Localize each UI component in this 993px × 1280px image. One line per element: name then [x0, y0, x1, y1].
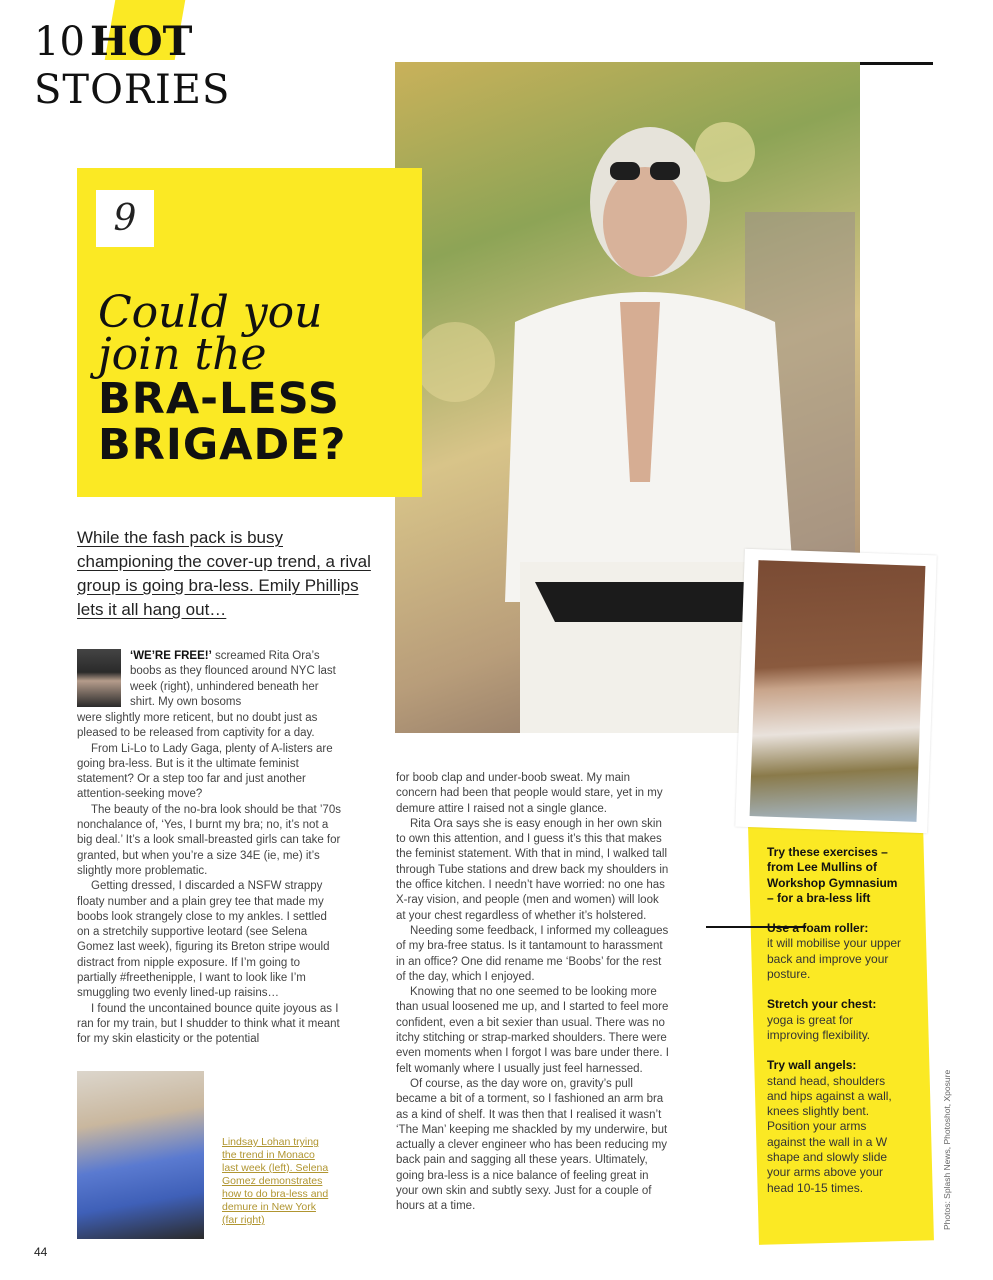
header-hot: HOT	[90, 18, 193, 65]
headline-line-2: join the	[98, 329, 267, 380]
tip-text: yoga is great for improving flexibility.	[767, 1012, 871, 1042]
body-column-1	[77, 711, 342, 1048]
headline	[98, 287, 418, 470]
author-photo	[77, 649, 121, 707]
top-rule	[860, 62, 933, 65]
tip-2	[767, 997, 907, 1043]
paragraph: I found the uncontained bounce quite joyous as I ran for my train, but I shudder to think what it meant for my skin elasticity or the potential	[77, 1002, 340, 1046]
tip-3	[767, 1058, 907, 1196]
headline-line-1: Could you	[98, 287, 323, 338]
photo-credit: Photos: Splash News, Photoshot, Xposure	[942, 1069, 952, 1230]
header-stories: STORIES	[34, 67, 231, 113]
paragraph: Of course, as the day wore on, gravity’s pull became a bit of a torment, so I fashioned an arm bra as a kind of shelf. It was then that I realised it wasn’t ‘The Man’ keeping me shackled by my underwire, but actually a clever engineer who has been reducing my back pain and sagging all these years. Ultimately, going bra-less is a nice balance of feeling great in your own skin and subtly sexy. Just for a couple of hours at a time.	[396, 1077, 668, 1213]
headline-line-3: BRA-LESS	[98, 374, 340, 424]
headline-line-4: BRIGADE?	[98, 420, 347, 470]
body-column-2	[396, 771, 671, 1215]
paragraph: Rita Ora says she is easy enough in her own skin to own this attention, and I guess it’s this that makes the feminist statement. With that in mind, I walked tall through Tube stations and drew back my shoulders in the office kitchen. I needn’t have worried: no one has X-ray vision, and people (men and women) will look at your chest regardless of whether it’s holstered.	[396, 817, 669, 922]
page-number: 44	[34, 1245, 48, 1259]
sidebar-title: Try these exercises – from Lee Mullins of Workshop Gymnasium – for a bra-less lift	[767, 845, 898, 905]
sidebar-content	[767, 845, 907, 1211]
header-number: 10	[34, 19, 85, 65]
tip-text: it will mobilise your upper back and improve your posture.	[767, 936, 902, 982]
paragraph: Needing some feedback, I informed my colleagues of my bra-free status. Is it tantamount to harassment in an office? One did rename me ‘Boobs’ for the rest of the day, which I enjoyed.	[396, 924, 669, 983]
gomez-photo	[750, 560, 926, 822]
tip-heading: Stretch your chest:	[767, 997, 877, 1012]
photo-caption: Lindsay Lohan trying the trend in Monaco last week (left). Selena Gomez demonstrates how to do bra-less and demure in New York (far right)	[222, 1136, 329, 1226]
standfirst: While the fash pack is busy championing the cover-up trend, a rival group is going bra-less. Emily Phillips lets it all hang out…	[77, 528, 371, 619]
tip-heading: Try wall angels:	[767, 1058, 857, 1073]
body-lede	[130, 649, 342, 710]
paragraph: were slightly more reticent, but no doubt just as pleased to be released from captivity for a day.	[77, 712, 318, 740]
lede-text: screamed Rita Ora’s boobs as they flounced around NYC last week (right), unhindered beneath her shirt. My own bosoms	[130, 650, 336, 708]
paragraph: The beauty of the no-bra look should be that ’70s nonchalance of, ‘Yes, I burnt my bra; no, it’s not a big deal.’ It’s a look small-breasted girls can take for granted, but when you’re a size 34E (ie, me) it’s slightly more problematic.	[77, 803, 341, 877]
lohan-photo	[77, 1071, 204, 1239]
paragraph: Getting dressed, I discarded a NSFW strappy floaty number and a plain grey tee that made my boobs look strangely close to my ankles. I settled on a stretchily supportive leotard (see Selena Gomez last week), figuring its Breton stripe would distract from nipple exposure. If I’m going to partially #freethenipple, I want to look like I’m smuggling two evenly lined-up raisins…	[77, 880, 330, 1000]
tip-1	[767, 921, 907, 982]
lede-bold: ‘WE’RE FREE!’	[130, 650, 212, 662]
paragraph: for boob clap and under-boob sweat. My main concern had been that people would stare, yet in my demure attire I raised not a single glance.	[396, 772, 663, 815]
paragraph: Knowing that no one seemed to be looking more than usual loosened me up, and I started to feel more confident, even a bit sexier than usual. There was no itchy stitching or strap-marked shoulders. There were even moments when I forgot I was bare under there. I felt womanly where I usually just feel harnessed.	[396, 986, 669, 1075]
tip-heading: Use a foam roller:	[767, 921, 869, 936]
paragraph: From Li-Lo to Lady Gaga, plenty of A-listers are going bra-less. But is it the ultimate feminist statement? Or a step too far and just another attention-seeking move?	[77, 742, 333, 801]
story-number: 9	[96, 190, 154, 247]
section-header	[34, 18, 231, 113]
tip-text: stand head, shoulders and hips against a wall, knees slightly bent. Position your arms against the wall in a W shape and slowly slide your arms above your head 10-15 times.	[767, 1073, 892, 1195]
